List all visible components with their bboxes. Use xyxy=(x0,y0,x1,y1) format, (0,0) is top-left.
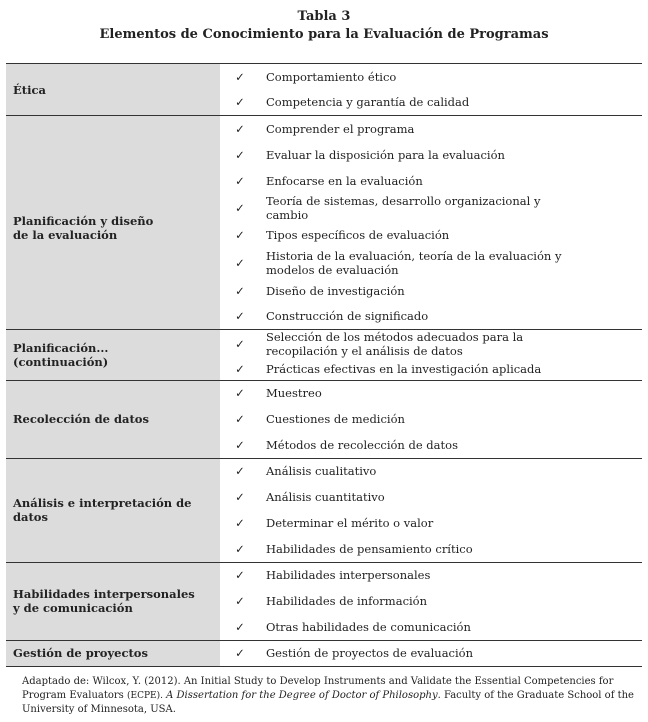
competency-item: Teoría de sistemas, desarrollo organizacional y cambio xyxy=(266,193,541,222)
check-icon: ✓ xyxy=(235,619,245,634)
category-cell xyxy=(6,562,220,640)
footnote-rest: . Faculty of the Graduate School of the University of Minnesota, USA. xyxy=(22,689,634,715)
table-title-block xyxy=(0,0,648,52)
table-row xyxy=(6,116,642,142)
table-row xyxy=(6,562,642,588)
category-label: Recolección de datos xyxy=(13,412,149,426)
check-icon: ✓ xyxy=(235,437,245,452)
check-icon: ✓ xyxy=(235,255,245,270)
competency-item: Prácticas efectivas en la investigación aplicada xyxy=(266,361,542,376)
competency-item: Historia de la evaluación, teoría de la evaluación y modelos de evaluación xyxy=(266,248,562,277)
category-cell xyxy=(6,116,220,330)
table-row xyxy=(6,330,642,359)
footnote-italic: A Dissertation for the Degree of Doctor of Philosophy xyxy=(166,689,438,701)
category-label-line: (continuación) xyxy=(13,354,109,369)
table-row xyxy=(6,380,642,406)
check-icon: ✓ xyxy=(235,594,245,608)
category-label-line: Planificación y diseño xyxy=(13,213,154,228)
check-icon: ✓ xyxy=(220,116,260,142)
competency-item: Evaluar la disposición para la evaluación xyxy=(266,147,505,162)
competency-item: Construcción de significado xyxy=(266,309,429,324)
competency-item: Habilidades interpersonales xyxy=(260,562,642,588)
competency-item: Comportamiento ético xyxy=(260,64,642,90)
category-label-line: de la evaluación xyxy=(13,227,118,242)
competency-item: Diseño de investigación xyxy=(266,283,405,298)
footnote-authors: Wilcox, Y. (2012). An Initial Study to Develop Instruments and Validate the Essential Competencies for Program Evaluators xyxy=(22,676,614,701)
check-icon: ✓ xyxy=(235,173,245,188)
table-number: Tabla 3 xyxy=(297,9,351,24)
check-icon: ✓ xyxy=(235,490,245,504)
table-row xyxy=(6,64,642,90)
competency-item: Determinar el mérito o valor xyxy=(266,516,434,530)
competency-item: Competencia y garantía de calidad xyxy=(266,95,470,110)
category-cell xyxy=(6,640,220,666)
table-row xyxy=(6,640,642,666)
check-icon: ✓ xyxy=(220,380,260,406)
competency-item: Habilidades de información xyxy=(266,594,428,608)
competency-item: Otras habilidades de comunicación xyxy=(266,619,471,634)
category-label-line: Planificación... xyxy=(13,340,109,355)
check-icon: ✓ xyxy=(235,309,245,324)
competency-item: Tipos específicos de evaluación xyxy=(266,227,450,242)
category-label-line: y de comunicación xyxy=(13,601,133,615)
check-icon: ✓ xyxy=(220,640,260,666)
footnote-prefix: Adaptado de: xyxy=(22,676,93,687)
check-icon: ✓ xyxy=(220,64,260,90)
competency-item: Enfocarse en la evaluación xyxy=(266,173,423,188)
category-label: Análisis e interpretación de datos xyxy=(13,496,192,524)
competency-item: Métodos de recolección de datos xyxy=(266,437,458,452)
check-icon: ✓ xyxy=(220,562,260,588)
check-icon: ✓ xyxy=(235,541,245,556)
table-row xyxy=(6,458,642,484)
category-cell xyxy=(6,458,220,562)
check-icon: ✓ xyxy=(235,95,245,110)
footnote-abbr: (ECPE). xyxy=(126,690,163,701)
competencies-table xyxy=(6,63,642,667)
competency-item: Gestión de proyectos de evaluación xyxy=(260,640,642,666)
category-label: Gestión de proyectos xyxy=(13,646,148,660)
check-icon: ✓ xyxy=(235,200,245,215)
source-footnote xyxy=(22,675,634,717)
category-label-line: Habilidades interpersonales xyxy=(13,587,195,601)
category-cell xyxy=(6,380,220,458)
category-cell xyxy=(6,330,220,381)
check-icon: ✓ xyxy=(235,147,245,162)
competency-item: Cuestiones de medición xyxy=(266,412,405,426)
competency-item: Selección de los métodos adecuados para la recopilación y el análisis de datos xyxy=(260,330,642,359)
competency-item: Análisis cualitativo xyxy=(260,458,642,484)
check-icon: ✓ xyxy=(235,361,245,376)
category-cell xyxy=(6,64,220,116)
check-icon: ✓ xyxy=(235,227,245,242)
check-icon: ✓ xyxy=(220,458,260,484)
competency-item: Habilidades de pensamiento crítico xyxy=(266,541,473,556)
check-icon: ✓ xyxy=(235,283,245,298)
check-icon: ✓ xyxy=(235,516,245,530)
category-label: Ética xyxy=(13,82,46,97)
table-title: Elementos de Conocimiento para la Evaluación de Programas xyxy=(99,27,549,42)
check-icon: ✓ xyxy=(235,412,245,426)
competency-item: Comprender el programa xyxy=(260,116,642,142)
check-icon: ✓ xyxy=(220,330,260,359)
competency-item: Muestreo xyxy=(260,380,642,406)
competency-item: Análisis cuantitativo xyxy=(266,490,385,504)
